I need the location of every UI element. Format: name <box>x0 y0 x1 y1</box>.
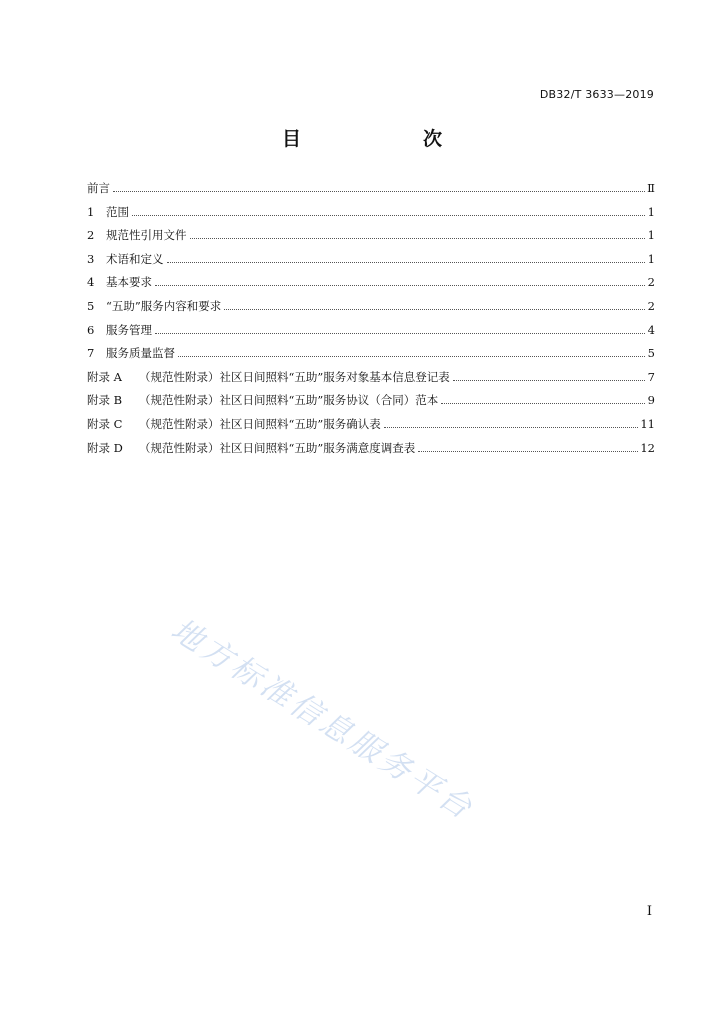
toc-entry-page: 4 <box>647 322 655 337</box>
toc-leader-dots <box>155 284 645 286</box>
toc-entry-title: 规范性引用文件 <box>106 228 187 243</box>
toc-entry-title: 术语和定义 <box>106 251 164 266</box>
toc-entry[interactable] <box>87 204 655 228</box>
toc-entry-page: 9 <box>647 393 655 408</box>
toc-leader-dots <box>167 261 646 263</box>
toc-entry[interactable] <box>87 392 655 416</box>
page-number: I <box>646 904 652 919</box>
toc-entry[interactable] <box>87 440 655 464</box>
toc-entry-title: （规范性附录）社区日间照料“五助”服务确认表 <box>139 416 381 431</box>
toc-entry[interactable] <box>87 345 655 369</box>
page-title: 目 次 <box>281 128 470 150</box>
toc-entry-number: 4 <box>87 275 95 290</box>
toc-entry[interactable] <box>87 369 655 393</box>
standard-code: DB32/T 3633—2019 <box>539 88 654 101</box>
toc-entry-number: 附录 B <box>87 393 123 408</box>
table-of-contents <box>87 180 655 463</box>
toc-entry-number: 1 <box>87 204 95 219</box>
toc-leader-dots <box>224 308 645 310</box>
toc-entry-number: 5 <box>87 298 95 313</box>
toc-leader-dots <box>113 190 645 192</box>
toc-entry-page: 2 <box>647 298 655 313</box>
watermark: 地方标准信息服务平台 <box>164 611 481 828</box>
toc-entry-number: 附录 D <box>87 440 123 455</box>
toc-entry-page: 11 <box>640 416 655 431</box>
toc-leader-dots <box>155 332 645 334</box>
toc-entry[interactable] <box>87 251 655 275</box>
toc-entry-number: 附录 A <box>87 369 122 384</box>
toc-entry-page: 1 <box>647 228 655 243</box>
toc-entry-page: 1 <box>647 204 655 219</box>
toc-entry-number: 6 <box>87 322 95 337</box>
toc-entry[interactable] <box>87 227 655 251</box>
toc-entry-number: 3 <box>87 251 95 266</box>
toc-leader-dots <box>453 379 645 381</box>
toc-entry-page: Ⅱ <box>647 181 655 195</box>
toc-entry[interactable] <box>87 298 655 322</box>
toc-entry[interactable] <box>87 274 655 298</box>
toc-entry-title: （规范性附录）社区日间照料“五助”服务协议（合同）范本 <box>139 393 439 408</box>
toc-entry-number: 2 <box>87 228 95 243</box>
toc-entry-page: 1 <box>647 251 655 266</box>
toc-entry-title: 服务管理 <box>106 322 152 337</box>
toc-leader-dots <box>178 355 645 357</box>
toc-entry-title: （规范性附录）社区日间照料“五助”服务满意度调查表 <box>139 440 416 455</box>
toc-entry-number: 7 <box>87 346 95 361</box>
toc-entry[interactable] <box>87 322 655 346</box>
toc-entry-page: 7 <box>647 369 655 384</box>
toc-entry-page: 5 <box>647 346 655 361</box>
toc-entry-number: 附录 C <box>87 416 123 431</box>
toc-entry[interactable] <box>87 180 655 204</box>
toc-leader-dots <box>190 237 646 239</box>
toc-entry-title: 范围 <box>106 204 129 219</box>
toc-leader-dots <box>441 402 645 404</box>
toc-entry-title: 服务质量监督 <box>106 346 175 361</box>
toc-leader-dots <box>418 450 638 452</box>
toc-entry-page: 2 <box>647 275 655 290</box>
toc-leader-dots <box>132 214 645 216</box>
toc-leader-dots <box>384 426 639 428</box>
toc-entry-title: 前言 <box>87 181 110 195</box>
toc-entry-title: 基本要求 <box>106 275 152 290</box>
toc-entry-title: “五助”服务内容和要求 <box>106 298 222 313</box>
toc-entry-title: （规范性附录）社区日间照料“五助”服务对象基本信息登记表 <box>139 369 450 384</box>
toc-entry[interactable] <box>87 416 655 440</box>
toc-entry-page: 12 <box>640 440 655 455</box>
